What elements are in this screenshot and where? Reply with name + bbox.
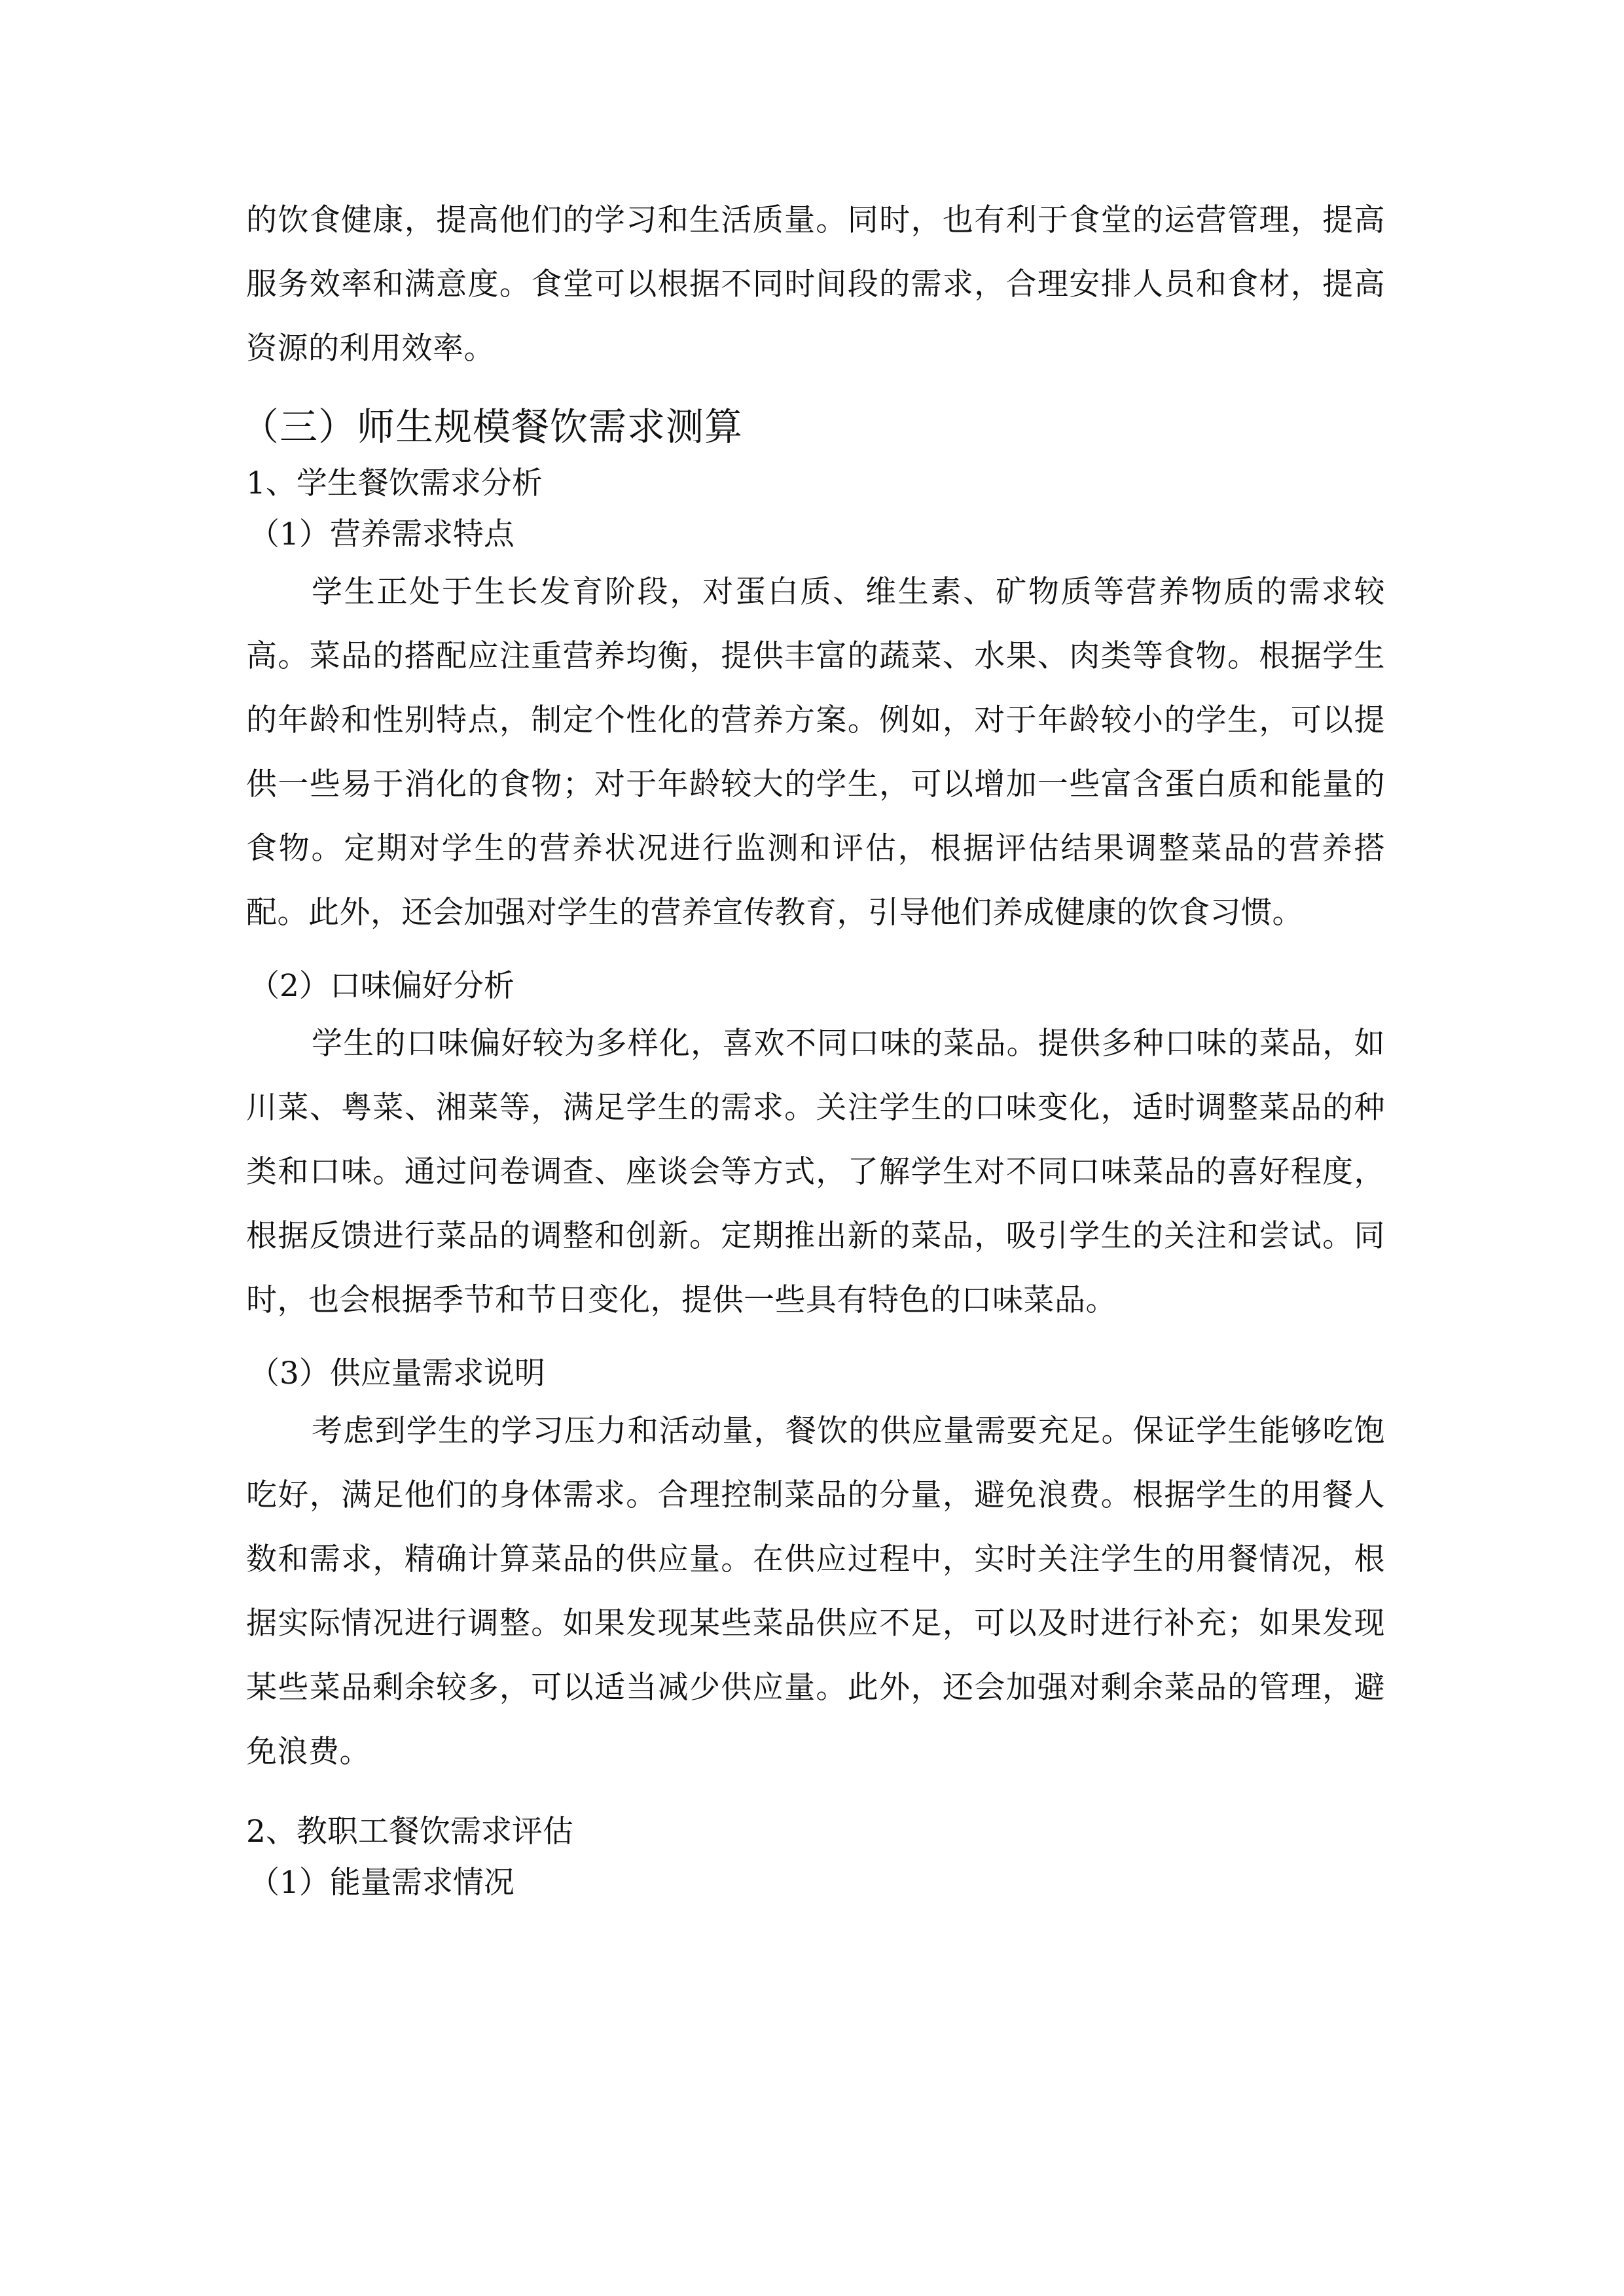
nutrition-paragraph: 学生正处于生长发育阶段，对蛋白质、维生素、矿物质等营养物质的需求较高。菜品的搭配应注重营养均衡，提供丰富的蔬菜、水果、肉类等食物。根据学生的年龄和性别特点，制定个性化的营养方案。例如，对于年龄较小的学生，可以提供一些易于消化的食物；对于年龄较大的学生，可以增加一些富含蛋白质和能量的食物。定期对学生的营养状况进行监测和评估，根据评估结果调整菜品的营养搭配。此外，还会加强对学生的营养宣传教育，引导他们养成健康的饮食习惯。 — [246, 574, 1385, 931]
intro-paragraph: 的饮食健康，提高他们的学习和生活质量。同时，也有利于食堂的运营管理，提高服务效率和满意度。食堂可以根据不同时间段的需求，合理安排人员和食材，提高资源的利用效率。 — [246, 202, 1385, 367]
item-heading-nutrition: （1）营养需求特点 — [249, 516, 514, 552]
section-heading: （三）师生规模餐饮需求测算 — [241, 404, 744, 449]
supply-paragraph: 考虑到学生的学习压力和活动量，餐饮的供应量需要充足。保证学生能够吃饱吃好，满足他们的身体需求。合理控制菜品的分量，避免浪费。根据学生的用餐人数和需求，精确计算菜品的供应量。在供应过程中，实时关注学生的用餐情况，根据实际情况进行调整。如果发现某些菜品供应不足，可以及时进行补充；如果发现某些菜品剩余较多，可以适当减少供应量。此外，还会加强对剩余菜品的管理，避免浪费。 — [246, 1413, 1385, 1770]
item-heading-supply: （3）供应量需求说明 — [249, 1355, 545, 1391]
taste-paragraph: 学生的口味偏好较为多样化，喜欢不同口味的菜品。提供多种口味的菜品，如川菜、粤菜、湘菜等，满足学生的需求。关注学生的口味变化，适时调整菜品的种类和口味。通过问卷调查、座谈会等方式，了解学生对不同口味菜品的喜好程度，根据反馈进行菜品的调整和创新。定期推出新的菜品，吸引学生的关注和尝试。同时，也会根据季节和节日变化，提供一些具有特色的口味菜品。 — [246, 1026, 1385, 1318]
item-heading-energy: （1）能量需求情况 — [249, 1865, 514, 1901]
item-heading-taste: （2）口味偏好分析 — [249, 968, 514, 1004]
subsection-heading-staff: 2、教职工餐饮需求评估 — [246, 1814, 573, 1850]
page-content — [241, 188, 1385, 1909]
subsection-heading-students: 1、学生餐饮需求分析 — [246, 465, 543, 501]
